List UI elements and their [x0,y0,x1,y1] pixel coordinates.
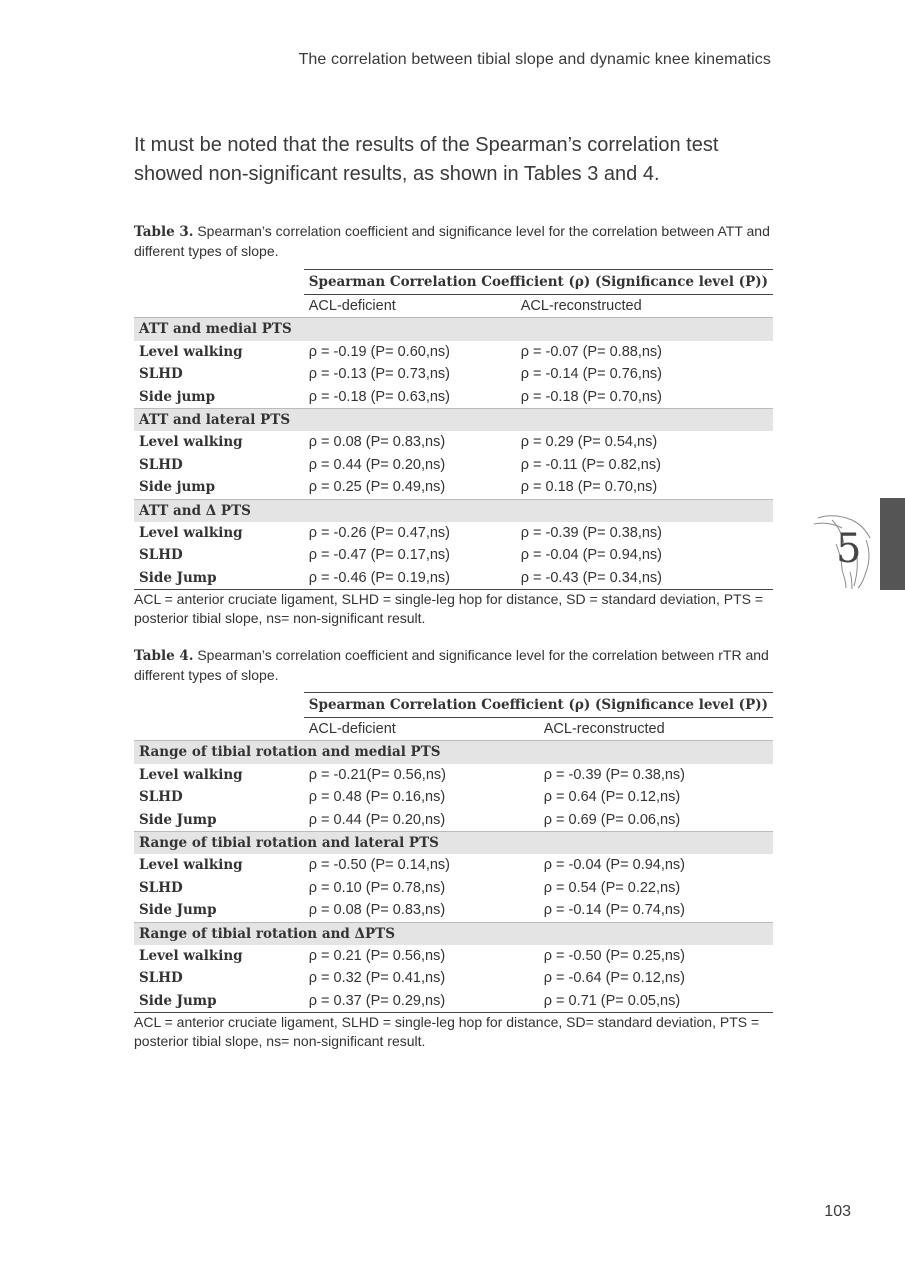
table-row: Level walking ρ = 0.08 (P= 0.83,ns) ρ = 0.29 (P= 0.54,ns) [139,434,658,451]
table4-caption-text: Spearman’s correlation coefficient and significance level for the correlation between rTR and different types of slope. [134,647,769,683]
table3-section-title: ATT and lateral PTS [134,409,773,432]
table4-section-title: Range of tibial rotation and medial PTS [134,741,773,764]
intro-paragraph: It must be noted that the results of the Spearman’s correlation test showed non-significant results, as shown in Tables 3 and 4. [134,134,719,185]
table-row: Side Jump ρ = 0.08 (P= 0.83,ns) ρ = -0.14 (P= 0.74,ns) [139,902,685,919]
table-row: SLHD ρ = -0.47 (P= 0.17,ns) ρ = -0.04 (P= 0.94,ns) [139,547,662,564]
table3-caption-text: Spearman’s correlation coefficient and significance level for the correlation between ATT and different types of slope. [134,223,770,259]
table-row: Level walking ρ = -0.50 (P= 0.14,ns) ρ = -0.04 (P= 0.94,ns) [139,857,685,874]
table3-section-title: ATT and medial PTS [134,318,773,341]
table3-section-title: ATT and Δ PTS [134,499,773,522]
table4-section-title: Range of tibial rotation and lateral PTS [134,832,773,855]
table3-subheader-row [134,295,773,318]
running-title: The correlation between tibial slope and dynamic knee kinematics [298,51,771,68]
table-row: Side Jump ρ = 0.37 (P= 0.29,ns) ρ = 0.71 (P= 0.05,ns) [134,990,773,1013]
table-row: Level walking ρ = -0.19 (P= 0.60,ns) ρ = -0.07 (P= 0.88,ns) [139,343,662,360]
table4-section-title: Range of tibial rotation and ΔPTS [134,922,773,945]
table-row: SLHD ρ = 0.44 (P= 0.20,ns) ρ = -0.11 (P= 0.82,ns) [139,456,661,473]
chapter-tab [880,498,905,590]
table3-header-row [134,270,773,295]
table4-subheader-row [134,718,773,741]
table-row: Side jump ρ = -0.18 (P= 0.63,ns) ρ = -0.18 (P= 0.70,ns) [139,388,662,405]
table3 [134,269,773,590]
table-row: Level walking ρ = -0.26 (P= 0.47,ns) ρ = -0.39 (P= 0.38,ns) [139,525,662,542]
table4-col-deficient: ACL-deficient [308,721,396,737]
table-row: SLHD ρ = -0.13 (P= 0.73,ns) ρ = -0.14 (P= 0.76,ns) [139,366,662,383]
table3-caption-label: Table 3. [134,224,194,240]
table3-header: Spearman Correlation Coefficient (ρ) (Significance level (P)) [304,270,773,295]
table-row: Side Jump ρ = -0.46 (P= 0.19,ns) ρ = -0.43 (P= 0.34,ns) [134,567,773,590]
table-row: SLHD ρ = 0.48 (P= 0.16,ns) ρ = 0.64 (P= 0.12,ns) [139,789,681,806]
table-row: Level walking ρ = 0.21 (P= 0.56,ns) ρ = -0.50 (P= 0.25,ns) [139,948,685,965]
knee-illustration-icon [812,510,878,590]
table4-caption [134,646,774,685]
table4-col-reconstructed: ACL-reconstructed [543,721,665,737]
table4 [134,692,773,1013]
page-number: 103 [824,1203,851,1220]
table3-footnote: ACL = anterior cruciate ligament, SLHD = single-leg hop for distance, SD = standard deviation, PTS = posterior tibial slope, ns= non-significant result. [134,591,764,626]
table-row: Side jump ρ = 0.25 (P= 0.49,ns) ρ = 0.18 (P= 0.70,ns) [139,479,658,496]
table4-caption-label: Table 4. [134,648,194,664]
chapter-number: 5 [836,526,862,572]
table3-caption [134,222,774,261]
table-row: Level walking ρ = -0.21(P= 0.56,ns) ρ = -0.39 (P= 0.38,ns) [139,766,685,783]
table-row: SLHD ρ = 0.32 (P= 0.41,ns) ρ = -0.64 (P= 0.12,ns) [139,970,685,987]
table-row: SLHD ρ = 0.10 (P= 0.78,ns) ρ = 0.54 (P= 0.22,ns) [139,879,681,896]
table3-col-reconstructed: ACL-reconstructed [520,298,642,314]
table4-header: Spearman Correlation Coefficient (ρ) (Significance level (P)) [304,693,773,718]
table-row: Side Jump ρ = 0.44 (P= 0.20,ns) ρ = 0.69 (P= 0.06,ns) [139,811,681,828]
table3-col-deficient: ACL-deficient [308,298,396,314]
table4-footnote: ACL = anterior cruciate ligament, SLHD = single-leg hop for distance, SD= standard deviation, PTS = posterior tibial slope, ns= non-significant result. [134,1014,760,1049]
table4-header-row [134,693,773,718]
